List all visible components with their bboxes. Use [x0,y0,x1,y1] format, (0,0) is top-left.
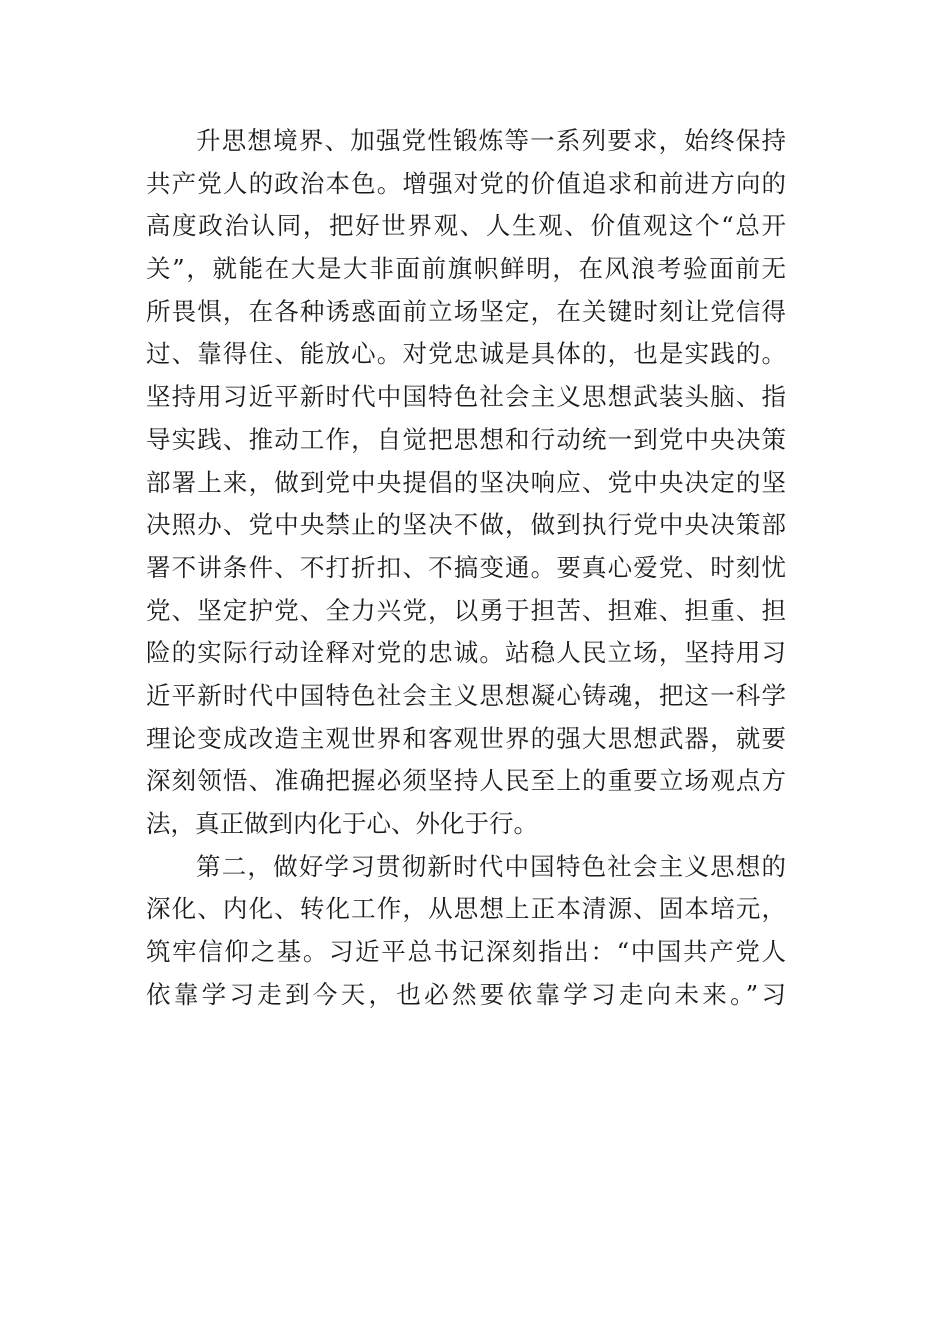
text-line: 导实践、推动工作，自觉把思想和行动统一到党中央决策 [146,424,786,454]
text-line: 高度政治认同，把好世界观、人生观、价值观这个“总开 [146,211,786,241]
text-line: 第二，做好学习贯彻新时代中国特色社会主义思想的 [196,851,786,881]
text-line: 关”，就能在大是大非面前旗帜鲜明，在风浪考验面前无 [146,254,786,284]
text-line: 理论变成改造主观世界和客观世界的强大思想武器，就要 [146,723,786,753]
text-line: 险的实际行动诠释对党的忠诚。站稳人民立场，坚持用习 [146,638,786,668]
text-line: 所畏惧，在各种诱惑面前立场坚定，在关键时刻让党信得 [146,296,786,326]
text-line: 深化、内化、转化工作，从思想上正本清源、固本培元， [146,894,786,924]
text-line: 筑牢信仰之基。习近平总书记深刻指出：“中国共产党人 [146,937,786,967]
text-line: 坚持用习近平新时代中国特色社会主义思想武装头脑、指 [146,382,786,412]
text-line: 部署上来，做到党中央提倡的坚决响应、党中央决定的坚 [146,467,786,497]
text-line: 升思想境界、加强党性锻炼等一系列要求，始终保持 [196,126,786,155]
text-line: 过、靠得住、能放心。对党忠诚是具体的，也是实践的。 [146,339,786,369]
document-body [146,120,786,1016]
text-line: 依靠学习走到今天，也必然要依靠学习走向未来。”习 [146,979,786,1009]
text-line: 决照办、党中央禁止的坚决不做，做到执行党中央决策部 [146,510,786,540]
text-line: 法，真正做到内化于心、外化于行。 [146,809,538,838]
text-line: 署不讲条件、不打折扣、不搞变通。要真心爱党、时刻忧 [146,552,786,582]
text-line: 党、坚定护党、全力兴党，以勇于担苦、担难、担重、担 [146,595,786,625]
text-line: 共产党人的政治本色。增强对党的价值追求和前进方向的 [146,168,786,198]
text-line: 深刻领悟、准确把握必须坚持人民至上的重要立场观点方 [146,766,786,796]
text-line: 近平新时代中国特色社会主义思想凝心铸魂，把这一科学 [146,680,786,710]
